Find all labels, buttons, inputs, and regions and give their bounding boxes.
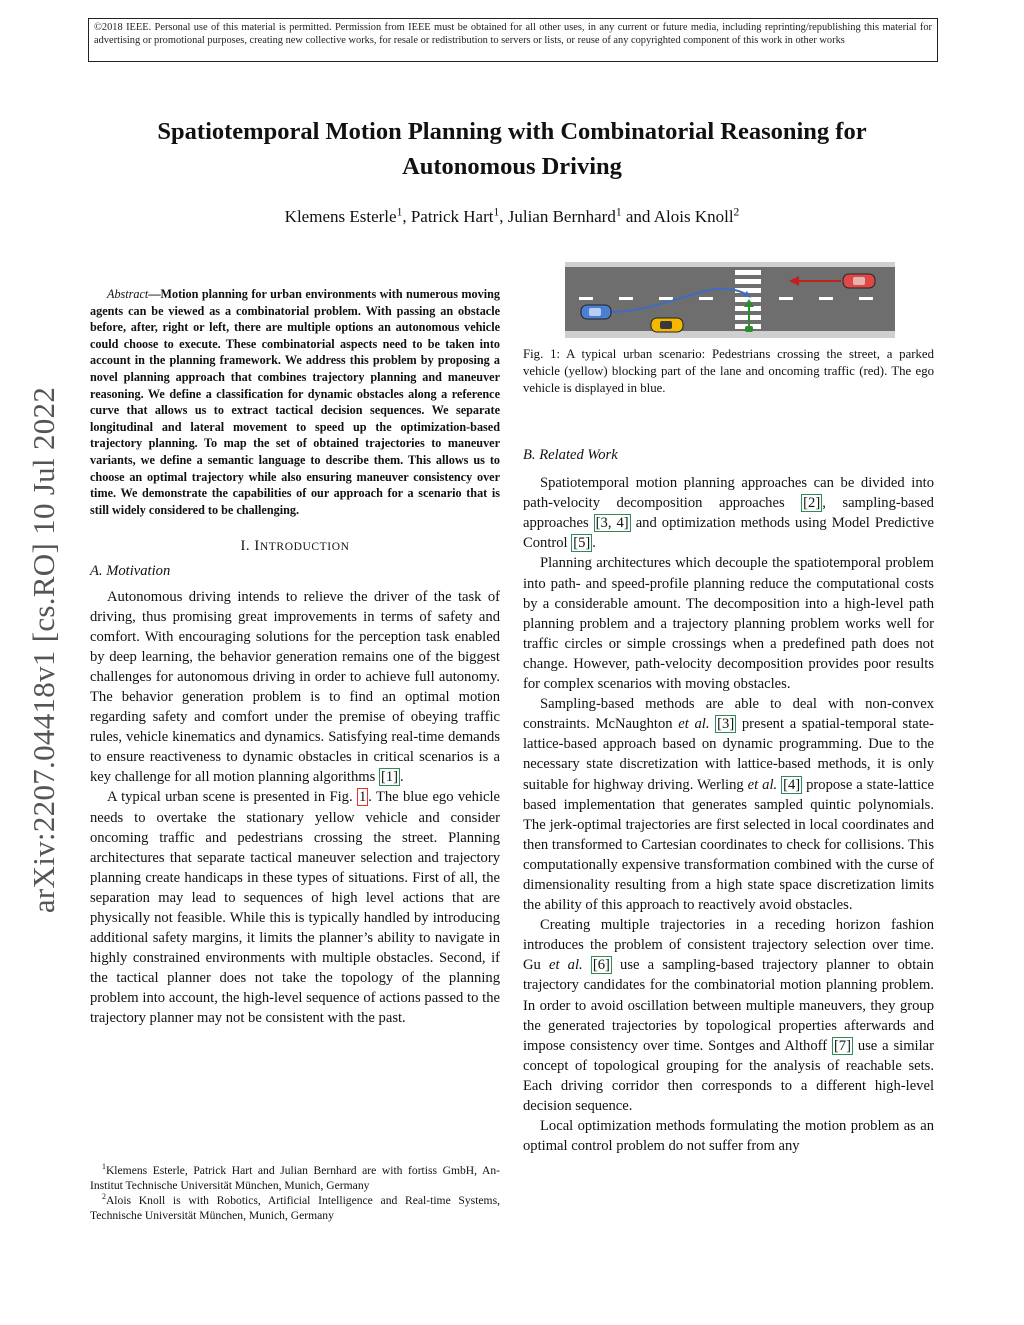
left-column <box>90 286 500 1029</box>
footnotes <box>90 1163 500 1223</box>
lane-dash <box>579 297 593 300</box>
figure-urban-scenario <box>565 262 895 338</box>
paragraph <box>90 787 500 1028</box>
footnote <box>90 1193 500 1223</box>
section-title-initial: I <box>254 538 260 555</box>
author-name: Patrick Hart <box>410 207 494 226</box>
paragraph <box>523 694 934 915</box>
abstract <box>90 286 500 518</box>
figure-caption: Fig. 1: A typical urban scenario: Pedestrians crossing the street, a parked vehicle (yellow) blocking part of the lane and oncoming traffic (red). The ego vehicle is displayed in blue. <box>523 347 934 395</box>
section-numeral: I. <box>240 538 255 555</box>
paragraph-text: present a spatial-temporal state-lattice-based approach based on dynamic programming. Due to the necessary state discretization with lattice-based methods, it is only suitable for highway driving. Werling <box>523 716 934 793</box>
paragraph-text: use a sampling-based trajectory planner to obtain trajectory candidates for the combinatorial motion planning problem. In order to avoid oscillation between multiple maneuvers, they group the generated trajectories by topological properties afterwards and impose consistency over time. Sontges and Althoff <box>523 957 934 1054</box>
sidewalk-top <box>565 262 895 267</box>
section-title-rest: NTRODUCTION <box>259 541 350 554</box>
paragraph-text: Spatiotemporal motion planning approaches can be divided into path-velocity decomposition approaches <box>523 475 934 512</box>
paper-title: Spatiotemporal Motion Planning with Combinatorial Reasoning for Autonomous Driving <box>157 118 867 180</box>
author-affiliation: 1 <box>396 205 403 219</box>
sidewalk-bottom <box>565 331 895 338</box>
paragraph-text: . <box>592 535 596 552</box>
oncoming-vehicle-window <box>853 277 865 285</box>
author-affiliation: 2 <box>733 205 740 219</box>
paragraph-text: . The blue ego vehicle needs to overtake the stationary yellow vehicle and consider oncoming traffic and pedestrians crossing the street. Planning architectures that separate tactical maneuver selection and trajectory planning create handicaps in these types of situations. First of all, the separation may lead to sequences of high level actions that are physically not feasible. While this is typically handled by introducing additional safety margins, it limits the planner’s ability to navigate in highly constrained environments with multiple obstacles. Second, if the tactical planner does not take the topology of the planning problem into account, the high-level sequence of actions passed to the trajectory planner may not be consistent with the past. <box>90 789 501 1027</box>
author-affiliation: 1 <box>493 205 500 219</box>
lane-dash <box>699 297 713 300</box>
crosswalk-stripe <box>735 270 761 275</box>
author-affiliation: 1 <box>615 205 622 219</box>
footnote-marker: 2 <box>102 1192 106 1202</box>
citation-link[interactable]: [1] <box>380 769 398 786</box>
paragraph-text: use a similar concept of topological grouping for the analysis of reachable sets. Each driving corridor then corresponds to a different high-level decision sequence. <box>523 1037 934 1114</box>
paragraph-text: Creating multiple trajectories in a receding horizon fashion introduces the problem of consistent trajectory selection over time. Gu <box>523 917 934 974</box>
citation-link[interactable]: [2] <box>803 495 821 512</box>
ego-vehicle-window <box>589 308 601 316</box>
citation-link[interactable]: [6] <box>592 957 610 974</box>
author-name: Klemens Esterle <box>284 207 397 226</box>
figure-reference-link[interactable]: 1 <box>358 789 367 806</box>
author-separator: , <box>499 207 508 226</box>
parked-vehicle-window <box>660 321 672 329</box>
et-al: et al. <box>678 716 710 733</box>
subsection-heading-related-work: B. Related Work <box>523 447 618 463</box>
paragraph <box>523 915 934 1116</box>
lane-dash <box>779 297 793 300</box>
paragraph-text: propose a state-lattice based implementation that generates sampled quintic polynomials. The jerk-optimal trajectories are first selected in local coordinates and then transformed to Cartesian coordinates to check for collisions. This computationally expensive transformation combined with the curse of dimensionality resulting from a high state space discretization limits the ability of this approach to reactively avoid obstacles. <box>523 776 934 914</box>
footnote <box>90 1163 500 1193</box>
paragraph-text: and optimization methods using Model Predictive Control <box>523 515 934 552</box>
paragraph: Local optimization methods formulating the motion problem as an optimal control problem do not suffer from any <box>523 1118 934 1155</box>
et-al: et al. <box>747 776 778 793</box>
abstract-text: Motion planning for urban environments with numerous moving agents can be viewed as a combinatorial problem. With passing an obstacle before, after, right or left, there are multiple options an autonomous vehicle could choose to execute. These combinatorial aspects need to be taken into account in the planning framework. We address this problem by proposing a novel planning approach that combines trajectory planning and maneuver reasoning. We define a classification for dynamic obstacles along a reference curve that allows us to extract tactical decision sequences. We separate longitudinal and lateral movement to speed up the optimization-based trajectory planning. To map the set of obtained trajectories to maneuver variants, we define a semantic language to describe them. This allows us to choose an optimal trajectory while also ensuring maneuver consistency over time. We demonstrate the capabilities of our approach for a scenario that is still widely considered to be challenging. <box>90 287 500 517</box>
section-heading-introduction <box>90 536 500 557</box>
footnote-text: Alois Knoll is with Robotics, Artificial Intelligence and Real-time Systems, Technische Universität München, Munich, Germany <box>90 1194 500 1222</box>
copyright-notice: ©2018 IEEE. Personal use of this material is permitted. Permission from IEEE must be obtained for all other uses, in any current or future media, including reprinting/republishing this material for advertising or promotional purposes, creating new collective works, for resale or redistribution to servers or lists, or reuse of any copyrighted component of this work in other works <box>88 18 938 62</box>
pedestrian <box>745 326 753 332</box>
author-name: Julian Bernhard <box>507 207 616 226</box>
author-list <box>100 207 924 227</box>
lane-dash <box>859 297 873 300</box>
footnote-text: Klemens Esterle, Patrick Hart and Julian Bernhard are with fortiss GmbH, An-Institut Technische Universität München, Munich, Germany <box>90 1164 500 1192</box>
citation-link[interactable]: [3] <box>717 716 735 733</box>
lane-dash <box>819 297 833 300</box>
scenario-illustration <box>565 262 895 338</box>
arxiv-identifier: arXiv:2207.04418v1 [cs.RO] 10 Jul 2022 <box>26 386 61 914</box>
paragraph-text: , sampling-based approaches <box>523 495 934 532</box>
et-al: et al. <box>549 957 583 974</box>
right-column <box>523 262 934 1156</box>
author-separator: and <box>621 207 654 226</box>
citation-link[interactable]: [7] <box>833 1037 851 1054</box>
crosswalk-stripe <box>735 279 761 284</box>
paragraph: Planning architectures which decouple the spatiotemporal problem into path- and speed-profile planning reduce the computational costs by a considerable amount. The decomposition into a high-level path planning problem and a trajectory planning problem works well for traffic circles or simple crossings when a predefined path does not change. However, path-velocity decomposition provides poor results for complex scenarios with moving obstacles. <box>523 555 934 693</box>
author-separator: , <box>402 207 411 226</box>
paragraph-text: Sampling-based methods are able to deal with non-convex constraints. McNaughton <box>523 696 934 733</box>
paragraph <box>90 587 500 788</box>
footnote-marker: 1 <box>102 1162 106 1172</box>
lane-dash <box>619 297 633 300</box>
citation-link[interactable]: [5] <box>573 535 591 552</box>
lane-dash <box>659 297 673 300</box>
paragraph-text: . <box>400 769 404 786</box>
citation-link[interactable]: [3, 4] <box>595 515 629 532</box>
author-name: Alois Knoll <box>653 207 734 226</box>
paragraph-text: A typical urban scene is presented in Fig. <box>107 789 357 806</box>
subsection-heading-motivation: A. Motivation <box>90 563 171 580</box>
paragraph <box>523 473 934 553</box>
abstract-dash: — <box>148 287 161 301</box>
paragraph-text: Autonomous driving intends to relieve the driver of the task of driving, thus promising great improvements in terms of safety and comfort. With encouraging solutions for the perception task enabled by deep learning, the behavior generation remains one of the biggest challenges for autonomous driving in order to achieve full autonomy. The behavior generation problem is to find an optimal motion regarding safety and comfort under the premise of obeying traffic rules, vehicle kinematics and dynamics. Satisfying real-time demands to ensure reactiveness to dynamic obstacles in critical scenarios is a key challenge for all motion planning algorithms <box>90 588 500 786</box>
abstract-label: Abstract <box>107 287 149 301</box>
citation-link[interactable]: [4] <box>783 776 801 793</box>
